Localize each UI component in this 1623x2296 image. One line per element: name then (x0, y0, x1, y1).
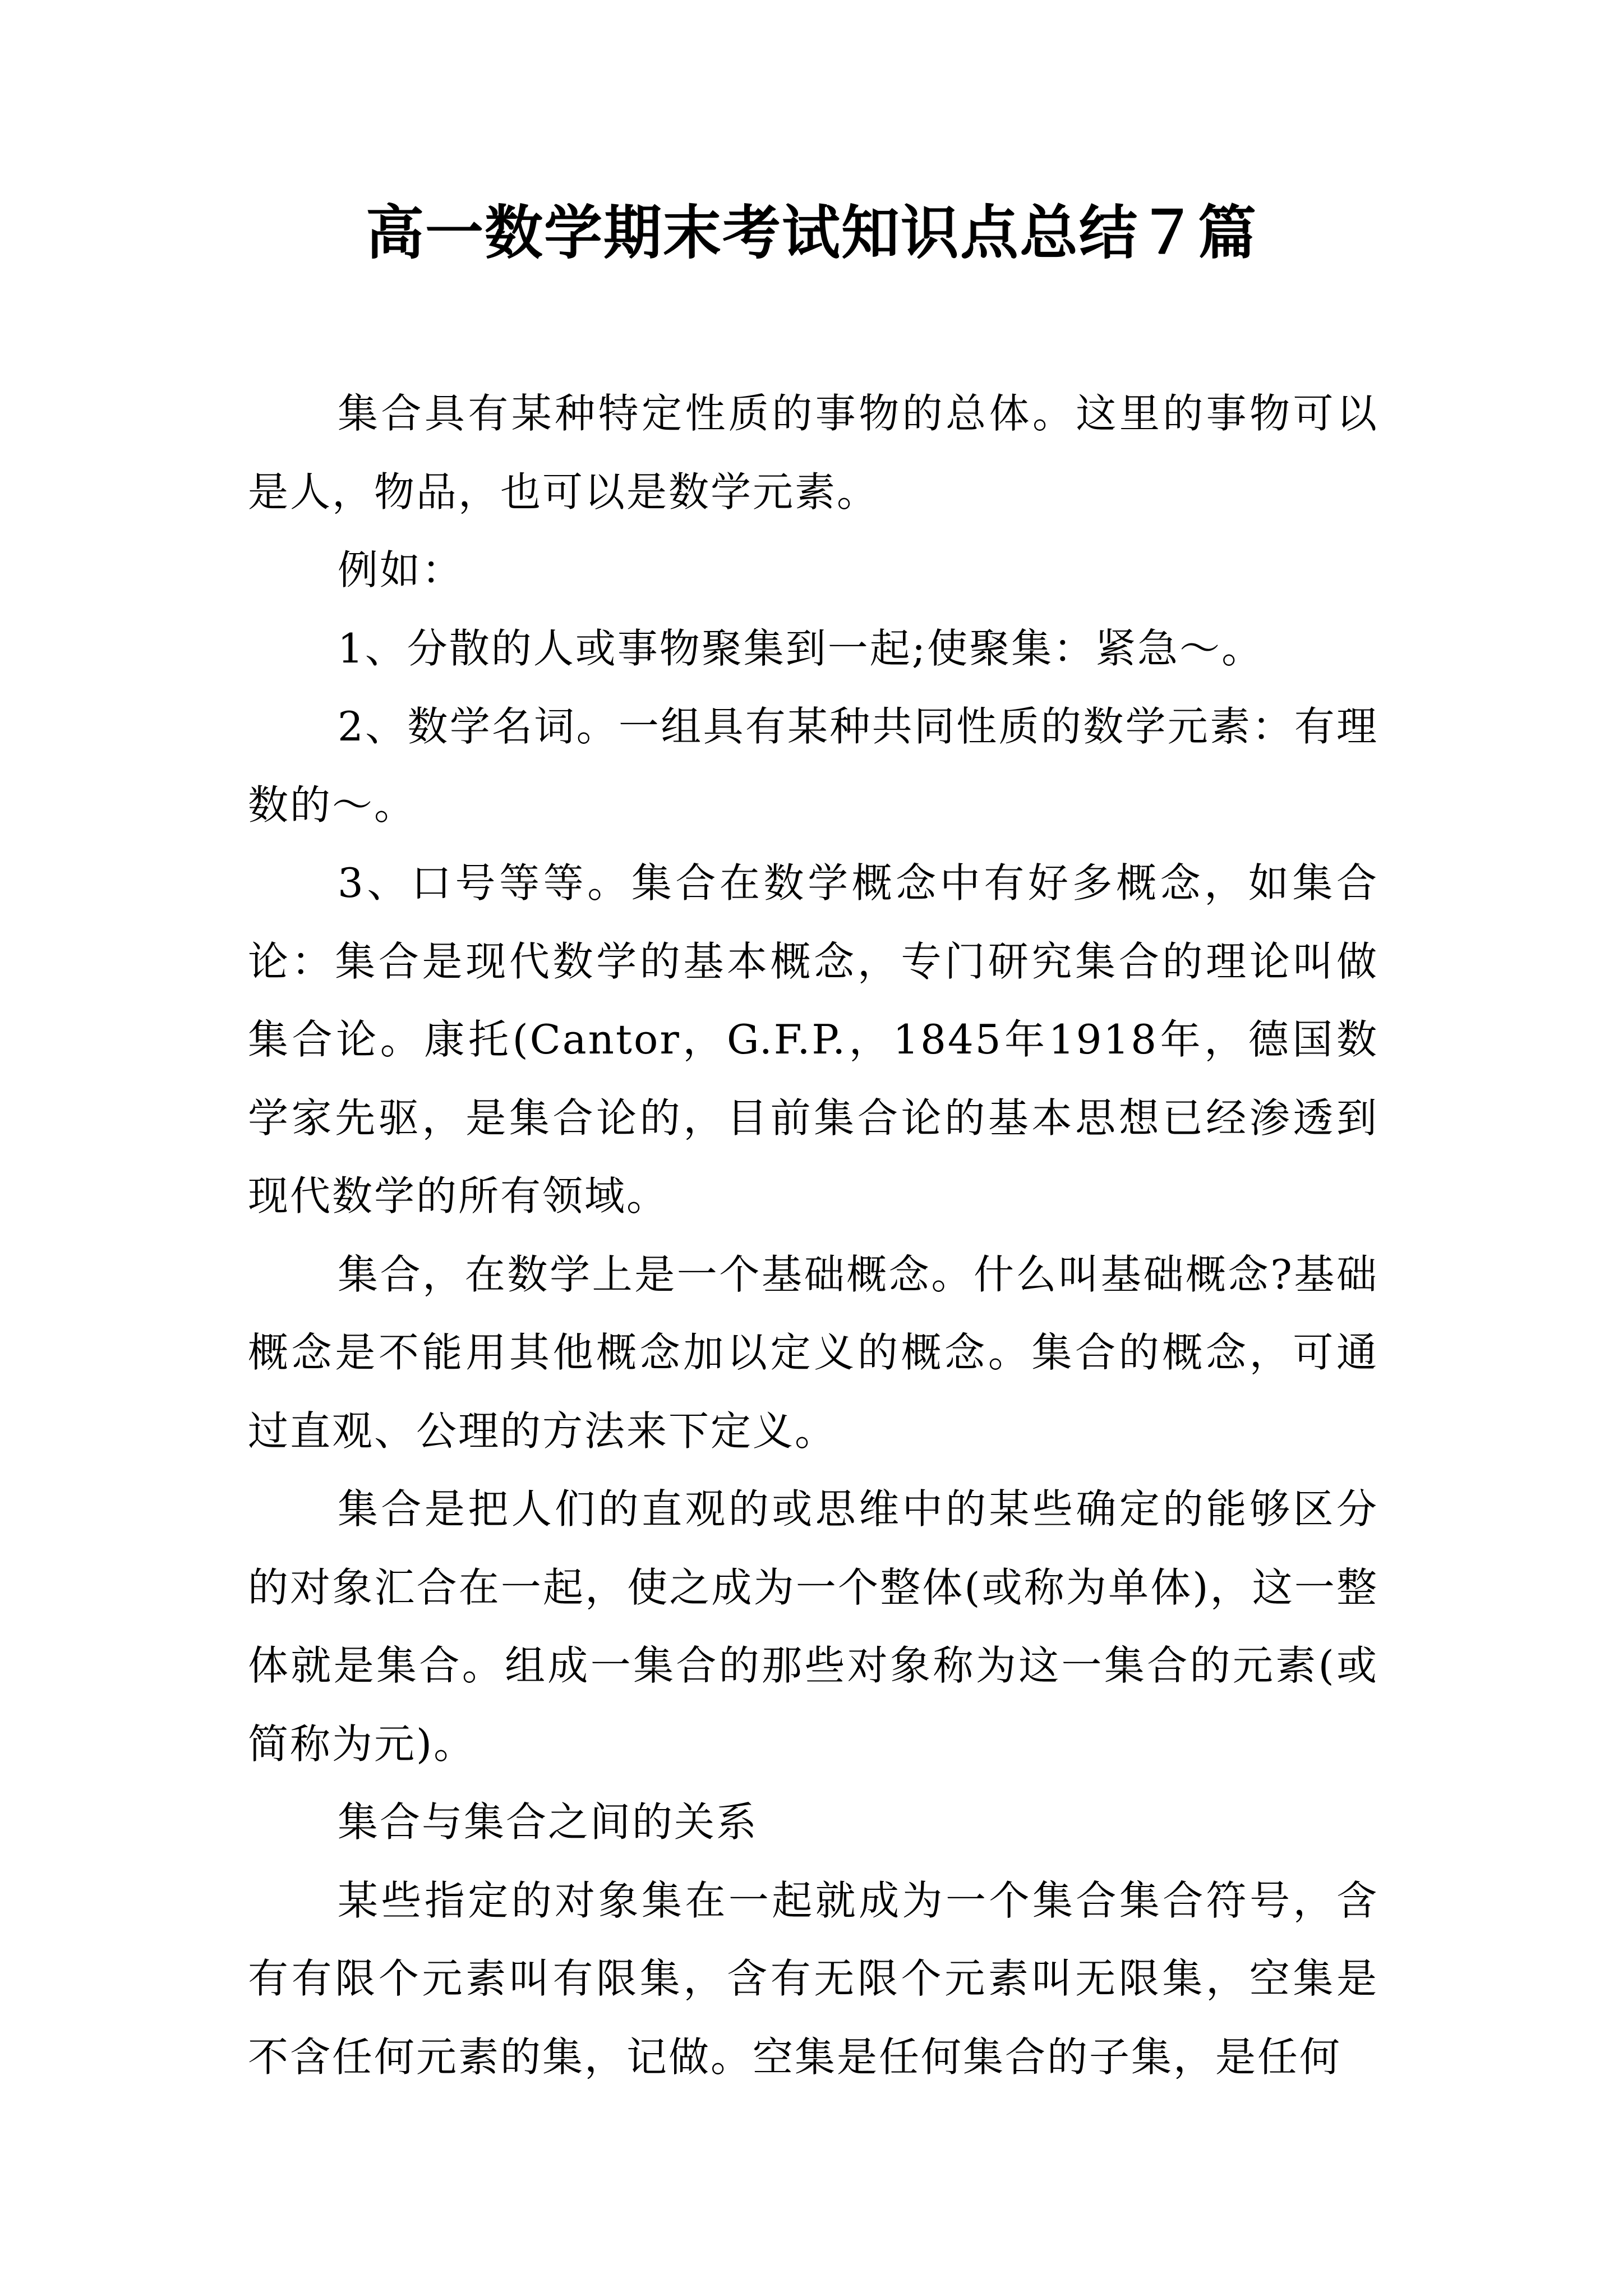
document-body (248, 375, 1378, 2096)
paragraph-definition: 集合具有某种特定性质的事物的总体。这里的事物可以是人，物品，也可以是数学元素。 (248, 390, 1378, 516)
paragraph-example-1: 1、分散的人或事物聚集到一起;使聚集：紧急～。 (338, 624, 1264, 672)
paragraph-section-heading: 集合与集合之间的关系 (338, 1798, 759, 1846)
paragraph-example-heading: 例如： (338, 546, 464, 593)
paragraph-example-3: 3、口号等等。集合在数学概念中有好多概念，如集合论：集合是现代数学的基本概念，专门研究集合的理论叫做集合论。康托(Cantor，G.F.P.，1845年1918年，德国数学家先驱，是集合论的，目前集合论的基本思想已经渗透到现代数学的所有领域。 (248, 859, 1378, 1220)
paragraph-set-relations: 某些指定的对象集在一起就成为一个集合集合符号，含有有限个元素叫有限集，含有无限个元素叫无限集，空集是不含任何元素的集，记做。空集是任何集合的子集，是任何 (248, 1876, 1378, 2081)
paragraph-basic-concept: 集合，在数学上是一个基础概念。什么叫基础概念?基础概念是不能用其他概念加以定义的概念。集合的概念，可通过直观、公理的方法来下定义。 (248, 1250, 1378, 1455)
document-title: 高一数学期末考试知识点总结７篇 (365, 198, 1257, 267)
paragraph-set-description: 集合是把人们的直观的或思维中的某些确定的能够区分的对象汇合在一起，使之成为一个整体(或称为单体)，这一整体就是集合。组成一集合的那些对象称为这一集合的元素(或简称为元)。 (248, 1485, 1378, 1768)
paragraph-example-2: 2、数学名词。一组具有某种共同性质的数学元素：有理数的～。 (248, 703, 1378, 829)
